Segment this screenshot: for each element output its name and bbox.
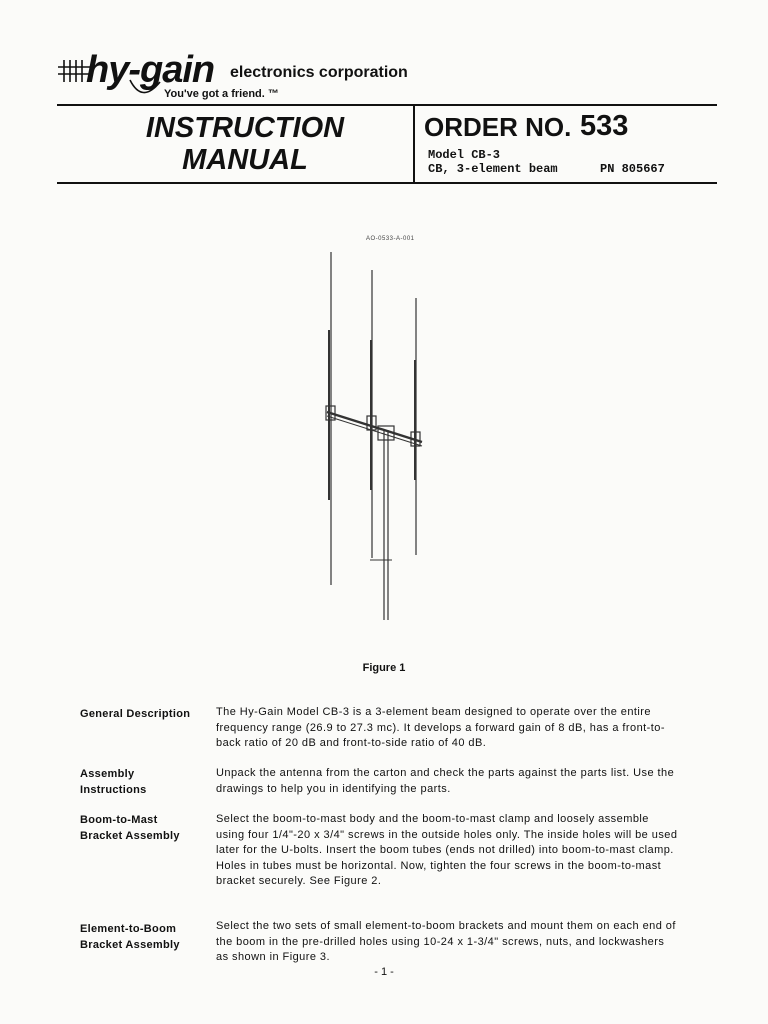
order-label: ORDER NO. <box>424 112 572 142</box>
header-rule-top <box>57 104 717 106</box>
section-heading-assembly: Assembly Instructions <box>80 768 147 796</box>
brand-subtitle: electronics corporation <box>230 64 408 81</box>
manual-title-line2: MANUAL <box>182 144 308 176</box>
tagline: You've got a friend. ™ <box>164 88 279 100</box>
order-number: 533 <box>580 110 629 142</box>
model-description: CB, 3-element beam <box>428 162 558 176</box>
section-body-boom-to-mast: Select the boom-to-mast body and the boom-to-mast clamp and loosely assemble using four 1/4"-20 x 3/4" screws in the outside holes only. The inside holes will be used later for the U-bolts. Insert the boom tubes (ends not drilled) into boom-to-mast clamp. Holes in tubes must be horizontal. Now, tighten the four screws in the boom-to-mast bracket securely. See Figure 2. <box>216 813 678 887</box>
figure-code: AO-0533-A-001 <box>366 236 415 242</box>
manual-title-line1: INSTRUCTION <box>145 112 345 144</box>
antenna-illustration <box>300 240 460 630</box>
section-body-assembly: Unpack the antenna from the carton and check the parts against the parts list. Use the drawings to help you in identifying the parts. <box>216 767 675 795</box>
section-heading-boom-to-mast: Boom-to-Mast Bracket Assembly <box>80 814 180 842</box>
figure-caption: Figure 1 <box>362 662 406 674</box>
section-body-element-to-boom: Select the two sets of small element-to-boom brackets and mount them on each end of the boom in the pre-drilled holes using 10-24 x 1-3/4" screws, nuts, and lockwashers as shown in Figure 3. <box>216 920 676 963</box>
section-body-general: The Hy-Gain Model CB-3 is a 3-element beam designed to operate over the entire frequency range (26.9 to 27.3 mc). It develops a forward gain of 8 dB, has a front-to-back ratio of 20 dB and front-to-side ratio of 40 dB. <box>216 706 665 749</box>
manual-title <box>95 112 395 176</box>
header-rule-bottom <box>57 182 717 184</box>
model-info <box>428 148 558 176</box>
section-heading-element-to-boom: Element-to-Boom Bracket Assembly <box>80 923 180 951</box>
brand-logo: hy-gain <box>86 49 215 91</box>
smile-swoosh-icon <box>128 78 162 100</box>
model-name: Model CB-3 <box>428 148 501 162</box>
section-heading-general: General Description <box>80 708 191 720</box>
page-number: - 1 - <box>374 966 394 978</box>
header-divider <box>413 104 415 184</box>
part-number: PN 805667 <box>600 162 665 176</box>
